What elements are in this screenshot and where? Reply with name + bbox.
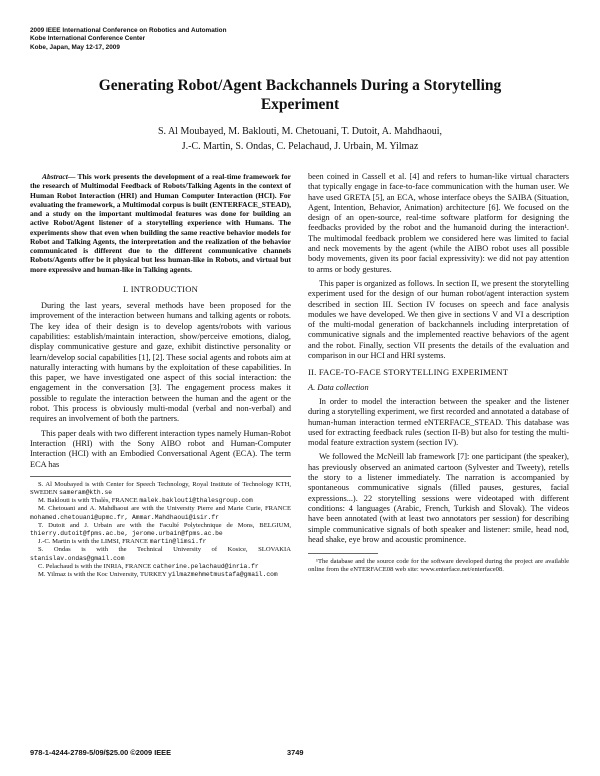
footnote-affiliation: C. Pelachaud is with the INRIA, FRANCE catherine.pelachaud@inria.fr: [38, 562, 259, 570]
left-column: [30, 172, 291, 579]
footnote-affiliation: M. Yilmaz is with the Koc University, TURKEY yilmazmehmetmustafa@gmail.com: [38, 571, 278, 579]
abstract: [30, 172, 291, 274]
isbn-copyright: 978-1-4244-2789-5/09/$25.00 ©2009 IEEE: [30, 748, 172, 757]
section-heading-storytelling: II. FACE-TO-FACE STORYTELLING EXPERIMENT: [308, 367, 509, 378]
abstract-label: Abstract: [42, 172, 68, 181]
paragraph-intro-2: This paper deals with two different interaction types namely Human-Robot Interaction (HRI) with the Sony AIBO robot and Human-Computer Interaction (HCI) with an Embodied Conversational Agent (ECA). The term ECA has: [30, 428, 291, 469]
author-line-1: S. Al Moubayed, M. Baklouti, M. Chetouani, T. Dutoit, A. Mahdhaoui,: [157, 126, 443, 137]
section-heading-introduction: I. INTRODUCTION: [122, 283, 199, 294]
author-list: [60, 125, 540, 154]
paragraph-intro-1: During the last years, several methods have been proposed for the improvement of the interaction between humans and talking agents or robots. The key idea of their design is to develop agents/robots with various capabilities: establish/maintain interaction, show/perceive emotions, dialog, display communicative gesture and gaze, exhibit distinctive personality or learn/develop social capabilities [1], [2]. These social agents and robots aim at naturally interacting with humans by the exploitation of these capabilities. In this paper, we have investigated one aspect of this social interaction: the engagement in the conversation [3]. The engagement process makes it possible to regulate the interaction between the human and the agent or the robot. This process is obviously multi-modal (verbal and non-verbal) and requires an involvement of both the partners.: [30, 301, 291, 424]
footnote-divider: [30, 476, 291, 477]
conference-venue: Kobe International Conference Center: [30, 35, 146, 43]
conference-header: [30, 27, 226, 52]
footnote-affiliation: S. Al Moubayed is with Center for Speech Technology, Royal Institute of Technology KTH, SWEDEN sameram@kth.se: [30, 480, 291, 496]
footnote-affiliation: T. Dutoit and J. Urbain are with the Faculté Polytechnique de Mons, BELGIUM, thierry.dutoit@fpms.ac.be, jerome.urbain@fpms.ac.be: [30, 521, 291, 538]
paragraph-intro-3: been coined in Cassell et al. [4] and refers to human-like virtual characters that typically engage in face-to-face communication with the human user. We have used GRETA [5], an ECA, whose interface obeys the SAIBA (Situation, Agent, Intention, Behavior, Animation) architecture [6]. We focused on the design of an open-source, real-time software platform for designing the feedbacks provided by the robot and the humanoid during the interaction¹. The multimodal feedback problem we considered here was limited to facial and neck movements by the agent (while the AIBO robot uses all possible body movements, given its poor facial expressivity): we did not pay attention to arms or body gestures.: [308, 172, 569, 274]
paragraph-data-collection-1: In order to model the interaction between the speaker and the listener during a storytelling experiment, we first recorded and annotated a database of human-human interaction termed eNTERFACE_STEAD. This database was used for extracting feedback rules (section II-B) but also for testing the multi-modal feature extraction system (section IV).: [308, 396, 569, 448]
footnote-database: ¹The database and the source code for the software developed during the project are available online from the eNTERFACE08 web site: www.enterface.net/enterface08.: [308, 558, 569, 574]
conference-location-date: Kobe, Japan, May 12-17, 2009: [30, 43, 120, 51]
paragraph-intro-4: This paper is organized as follows. In section II, we present the storytelling experiment used for the design of our human robot/agent interaction system described in section III. Section IV focuses on speech and face analysis modules we have developed. We then give in sections V and VI a description of the multi-modal generation of backchannels including interpretation of communicative signals and the implemented reactive behaviors of the agent and the robot. Finally, section VII presents the details of the evaluation and comparison in our HCI and HRI systems.: [308, 278, 569, 361]
subsection-heading-data-collection: A. Data collection: [308, 382, 369, 392]
paper-title: Generating Robot/Agent Backchannels During a Storytelling Experiment: [98, 77, 502, 113]
footnote-divider: [308, 553, 378, 554]
author-line-2: J.-C. Martin, S. Ondas, C. Pelachaud, J. Urbain, M. Yilmaz: [181, 140, 419, 152]
footnote-affiliation: M. Baklouti is with Thalès, FRANCE malek.baklouti@thalesgroup.com: [38, 497, 253, 505]
conference-name: 2009 IEEE International Conference on Robotics and Automation: [30, 27, 227, 34]
page-number: 3749: [287, 748, 304, 757]
author-affiliation-footnotes: [30, 481, 291, 579]
paragraph-data-collection-2: We followed the McNeill lab framework [7]: one participant (the speaker), has previously observed an animated cartoon (Sylvester and Tweety), retells the story to a listener immediately. The narration is accompanied by spontaneous communicative signals (filled pauses, gestures, facial expressions...). 22 storytelling sessions were videotaped with different conditions: 4 languages (Arabic, French, Turkish and Slovak). The videos have been annotated (with at least two annotators per session) for describing simple communicative signals of both speaker and listener: smile, head nod, head shake, eye brow and acoustic prominence.: [308, 452, 569, 544]
footnote-affiliation: M. Chetouani and A. Mahdhaoui are with the University Pierre and Marie Curie, FRANCE mohamed.chetouani@upmc.fr, Ammar.Mahdhaoui@isir.fr: [30, 505, 291, 521]
footnote-affiliation: J.-C. Martin is with the LIMSI, FRANCE martin@limsi.fr: [38, 538, 207, 546]
abstract-text: — This work presents the development of a real-time framework for the research of Multimodal Feedback of Robots/Talking Agents in the context of Human Robot Interaction (HRI) and Human Computer Interaction (HCI). For evaluating the framework, a Multimodal corpus is built (ENTERFACE_STEAD), and a study on the important multimodal features was done for building an active Robot/Agent listener of a storytelling experience with Humans. The experiments show that even when building the same reactive behavior models for Robot and Talking Agents, the interpretation and the realization of the behavior communicated is different due to the different communicative channels Robots/Agents offer be it physical but less human-like in Robots, and virtual but more expressive and human-like in Talking agents.: [30, 172, 291, 274]
right-column: [308, 172, 569, 575]
footnote-affiliation: S. Ondas is with the Technical University of Kosice, SLOVAKIA stanislav.ondas@gmail.com: [30, 546, 291, 562]
